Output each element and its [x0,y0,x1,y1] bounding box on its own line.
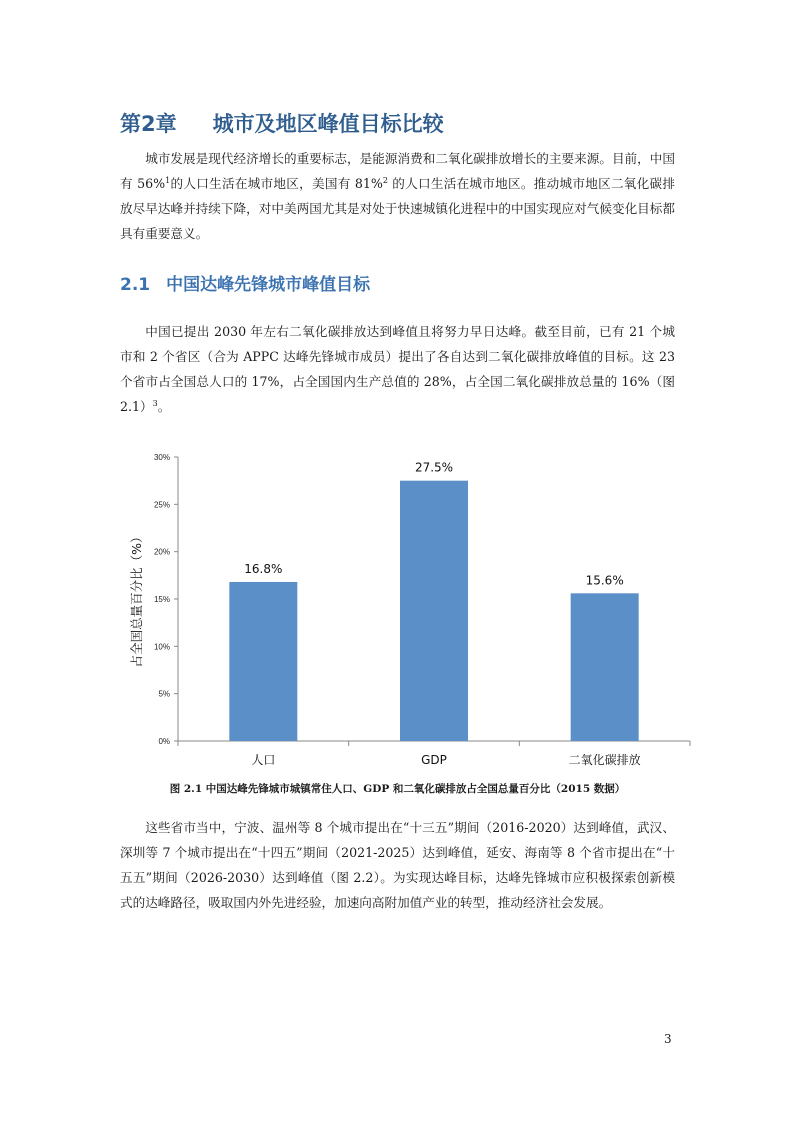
section-title: 中国达峰先锋城市峰值目标 [166,275,371,295]
chapter-heading [120,108,444,138]
y-tick-label: 30% [153,453,170,462]
section-text-2: 。 [157,399,171,414]
bar-2 [400,481,468,741]
y-tick-label: 5% [158,689,170,699]
section-text-1: 中国已提出 2030 年左右二氧化碳排放达到峰值且将努力早日达峰。截至目前，已有 21 个城市和 2 个省区（合为 APPC 达峰先锋城市成员）提出了各自达到二氧化碳排放峰值的目标。这 23 个省市占全国总人口的 17%，占全国国内生产总值的 28%，占全国二氧化碳排放总量的 16%（图 2.1） [120,324,675,414]
y-tick-label: 0% [158,737,170,746]
y-tick-label: 25% [153,500,170,510]
bar-chart [108,440,698,770]
data-label: 16.8% [244,561,283,576]
x-tick-label: 人口 [251,753,276,767]
y-tick-label: 20% [153,547,170,557]
intro-paragraph [120,146,675,246]
intro-text-2: 的人口生活在城市地区，美国有 81% [170,176,383,191]
footnote-ref-2[interactable]: 2 [382,175,388,185]
x-tick-label: 二氧化碳排放 [568,753,641,767]
bar-1 [229,582,297,741]
closing-paragraph: 这些省市当中，宁波、温州等 8 个城市提出在“十三五”期间（2016-2020）达到峰值，武汉、深圳等 7 个城市提出在“十四五”期间（2021-2025）达到峰值，延安、海南等 8 个省市提出在“十五五”期间（2026-2030）达到峰值（图 2.2）。为实现达峰目标，达峰先锋城市应积极探索创新模式的达峰路径，吸取国内外先进经验，加速向高附加值产业的转型，推动经济社会发展。 [120,820,675,910]
section-paragraph [120,319,675,419]
data-label: 27.5% [414,460,454,475]
page-number: 3 [664,1032,672,1046]
footnote-ref-1[interactable]: 1 [165,175,171,185]
section-number: 2.1 [120,275,151,295]
intro-text-3: 的人口生活在城市地区。推动城市地区二氧化碳排放尽早达峰并持续下降，对中美两国尤其是对处于快速城镇化进程中的中国实现应对气候变化目标都具有重要意义。 [120,176,675,241]
data-label: 15.6% [585,573,624,588]
y-tick-label: 10% [153,642,170,652]
chapter-title: 城市及地区峰值目标比较 [212,112,444,136]
footnote-ref-3[interactable]: 3 [152,398,158,408]
bar-3 [571,593,639,741]
section-heading [120,270,370,295]
figure-caption: 图 2.1 中国达峰先锋城市城镇常住人口、GDP 和二氧化碳排放占全国总量百分比（2015 数据） [169,783,626,795]
y-axis-title: 占全国总量百分比（%） [129,530,144,668]
x-tick-label: GDP [421,753,447,767]
y-tick-label: 15% [153,595,170,604]
intro-text-1: 城市发展是现代经济增长的重要标志，是能源消费和二氧化碳排放增长的主要来源。目前，中国有 56% [120,151,675,191]
chapter-number: 第2章 [120,112,177,136]
